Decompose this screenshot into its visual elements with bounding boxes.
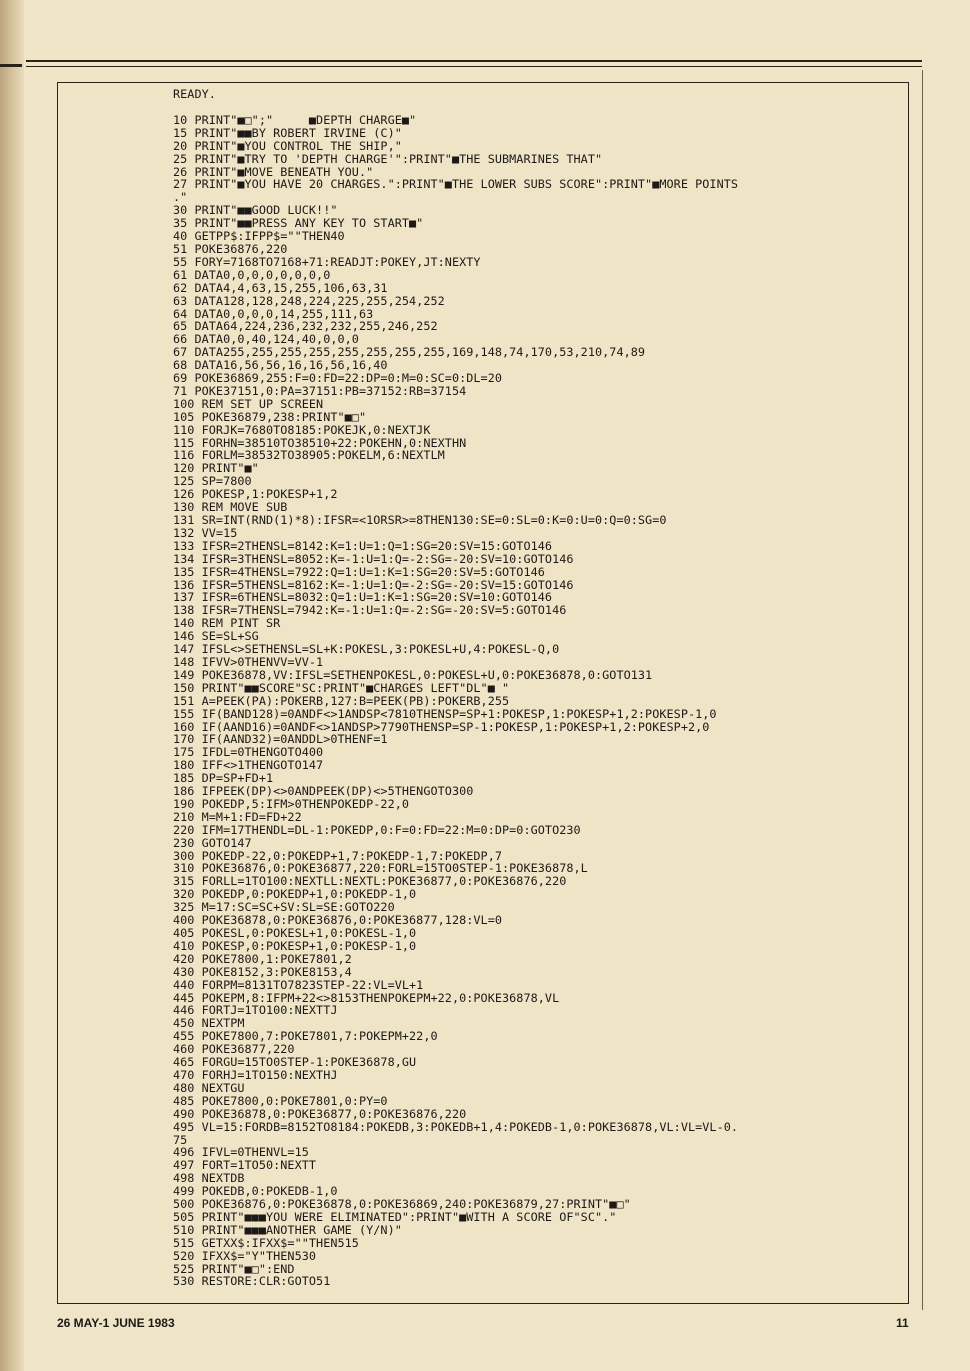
code-line: 61 DATA0,0,0,0,0,0,0,0 bbox=[173, 267, 331, 282]
spine-rule bbox=[0, 64, 22, 67]
code-line: 525 PRINT"■□":END bbox=[173, 1261, 295, 1276]
code-line: 135 IFSR=4THENSL=7922:Q=1:U=1:K=1:SG=20:SV=5:GOTO146 bbox=[173, 564, 545, 579]
code-line: 180 IFF<>1THENGOTO147 bbox=[173, 758, 324, 773]
code-line: 495 VL=15:FORDB=8152TO8184:POKEDB,3:POKEDB+1,4:POKEDB-1,0:POKE36878,VL:VL=VL-0. bbox=[173, 1119, 739, 1134]
code-line: 51 POKE36876,220 bbox=[173, 241, 288, 256]
code-line: 446 FORTJ=1TO100:NEXTTJ bbox=[173, 1003, 338, 1018]
code-line: 155 IF(BAND128)=0ANDF<>1ANDSP<7810THENSP=SP+1:POKESP,1:POKESP+1,2:POKESP-1,0 bbox=[173, 706, 717, 721]
code-line: 320 POKEDP,0:POKEDP+1,0:POKEDP-1,0 bbox=[173, 887, 417, 902]
code-line: 445 POKEPM,8:IFPM+22<>8153THENPOKEPM+22,0:POKE36878,VL bbox=[173, 990, 560, 1005]
code-line: 25 PRINT"■TRY TO 'DEPTH CHARGE'":PRINT"■THE SUBMARINES THAT" bbox=[173, 151, 603, 166]
code-line: 190 POKEDP,5:IFM>0THENPOKEDP-22,0 bbox=[173, 796, 410, 811]
code-line: 30 PRINT"■■GOOD LUCK!!" bbox=[173, 203, 338, 218]
code-line: 75 bbox=[173, 1132, 188, 1147]
ready-prompt: READY. bbox=[173, 87, 216, 101]
code-line: 480 NEXTGU bbox=[173, 1080, 245, 1095]
code-line: 510 PRINT"■■■ANOTHER GAME (Y/N)" bbox=[173, 1222, 402, 1237]
code-line: 455 POKE7800,7:POKE7801,7:POKEPM+22,0 bbox=[173, 1029, 438, 1044]
code-line: 405 POKESL,0:POKESL+1,0:POKESL-1,0 bbox=[173, 926, 417, 940]
code-line: 65 DATA64,224,236,232,232,255,246,252 bbox=[173, 319, 438, 334]
code-line: 185 DP=SP+FD+1 bbox=[173, 771, 274, 786]
header-rule-thin bbox=[26, 66, 922, 67]
code-line: 220 IFM=17THENDL=DL-1:POKEDP,0:F=0:FD=22:M=0:DP=0:GOTO230 bbox=[173, 822, 581, 837]
code-line: ." bbox=[173, 190, 188, 205]
code-line: 15 PRINT"■■BY ROBERT IRVINE (C)" bbox=[173, 125, 402, 140]
code-line: 100 REM SET UP SCREEN bbox=[173, 396, 324, 411]
code-line: 131 SR=INT(RND(1)*8):IFSR=<1ORSR>=8THEN130:SE=0:SL=0:K=0:U=0:Q=0:SG=0 bbox=[173, 513, 667, 527]
code-line: 160 IF(AAND16)=0ANDF<>1ANDSP>7790THENSP=SP-1:POKESP,1:POKESP+1,2:POKESP+2,0 bbox=[173, 719, 710, 734]
code-line: 175 IFDL=0THENGOTO400 bbox=[173, 745, 324, 760]
code-line: 150 PRINT"■■SCORE"SC:PRINT"■CHARGES LEFT"DL"■ " bbox=[173, 680, 510, 695]
header-rule bbox=[26, 60, 922, 62]
code-line: 137 IFSR=6THENSL=8032:Q=1:U=1:K=1:SG=20:SV=10:GOTO146 bbox=[173, 590, 553, 605]
code-line: 151 A=PEEK(PA):POKERB,127:B=PEEK(PB):POKERB,255 bbox=[173, 693, 510, 708]
code-line: 310 POKE36876,0:POKE36877,220:FORL=15TO0STEP-1:POKE36878,L bbox=[173, 861, 588, 876]
code-line: 133 IFSR=2THENSL=8142:K=1:U=1:Q=1:SG=20:SV=15:GOTO146 bbox=[173, 538, 553, 553]
code-line: 40 GETPP$:IFPP$=""THEN40 bbox=[173, 229, 345, 244]
code-line: 325 M=17:SC=SC+SV:SL=SE:GOTO220 bbox=[173, 900, 395, 915]
code-line: 134 IFSR=3THENSL=8052:K=-1:U=1:Q=-2:SG=-20:SV=10:GOTO146 bbox=[173, 551, 574, 566]
code-line: 132 VV=15 bbox=[173, 525, 238, 540]
code-line: 27 PRINT"■YOU HAVE 20 CHARGES.":PRINT"■THE LOWER SUBS SCORE":PRINT"■MORE POINTS bbox=[173, 177, 739, 192]
program-listing bbox=[173, 88, 813, 1288]
code-line: 138 IFSR=7THENSL=7942:K=-1:U=1:Q=-2:SG=-20:SV=5:GOTO146 bbox=[173, 603, 567, 618]
code-line: 146 SE=SL+SG bbox=[173, 629, 259, 644]
code-line: 465 FORGU=15TO0STEP-1:POKE36878,GU bbox=[173, 1055, 417, 1070]
listing-lines bbox=[173, 114, 813, 1288]
code-line: 149 POKE36878,VV:IFSL=SETHENPOKESL,0:POKESL+U,0:POKE36878,0:GOTO131 bbox=[173, 667, 653, 682]
code-line: 515 GETXX$:IFXX$=""THEN515 bbox=[173, 1235, 359, 1250]
code-line: 126 POKESP,1:POKESP+1,2 bbox=[173, 487, 338, 502]
code-line: 66 DATA0,0,40,124,40,0,0,0 bbox=[173, 332, 359, 347]
magazine-spine bbox=[0, 0, 24, 1371]
code-line: 55 FORY=7168TO7168+71:READJT:POKEY,JT:NEXTY bbox=[173, 254, 481, 269]
code-line: 20 PRINT"■YOU CONTROL THE SHIP," bbox=[173, 138, 402, 153]
code-line: 35 PRINT"■■PRESS ANY KEY TO START■" bbox=[173, 216, 424, 231]
code-line: 520 IFXX$="Y"THEN530 bbox=[173, 1248, 317, 1263]
code-line: 140 REM PINT SR bbox=[173, 616, 281, 631]
code-line: 71 POKE37151,0:PA=37151:PB=37152:RB=37154 bbox=[173, 383, 467, 398]
code-line: 64 DATA0,0,0,0,14,255,111,63 bbox=[173, 306, 374, 321]
code-line: 450 NEXTPM bbox=[173, 1016, 245, 1031]
code-line: 420 POKE7800,1:POKE7801,2 bbox=[173, 951, 352, 966]
code-line: 497 FORT=1TO50:NEXTT bbox=[173, 1158, 317, 1173]
code-line: 470 FORHJ=1TO150:NEXTHJ bbox=[173, 1067, 338, 1082]
code-line: 68 DATA16,56,56,16,16,56,16,40 bbox=[173, 358, 388, 373]
code-line: 130 REM MOVE SUB bbox=[173, 500, 288, 515]
code-line: 210 M=M+1:FD=FD+22 bbox=[173, 809, 302, 824]
code-line: 116 FORLM=38532TO38905:POKELM,6:NEXTLM bbox=[173, 448, 445, 463]
code-line: 460 POKE36877,220 bbox=[173, 1042, 295, 1057]
code-line: 110 FORJK=7680TO8185:POKEJK,0:NEXTJK bbox=[173, 422, 431, 437]
code-line: 400 POKE36878,0:POKE36876,0:POKE36877,128:VL=0 bbox=[173, 913, 503, 928]
code-line: 67 DATA255,255,255,255,255,255,255,255,169,148,74,170,53,210,74,89 bbox=[173, 345, 646, 360]
code-line: 500 POKE36876,0:POKE36878,0:POKE36869,240:POKE36879,27:PRINT"■□" bbox=[173, 1197, 631, 1212]
code-line: 136 IFSR=5THENSL=8162:K=-1:U=1:Q=-2:SG=-20:SV=15:GOTO146 bbox=[173, 577, 574, 592]
code-line: 230 GOTO147 bbox=[173, 835, 252, 850]
code-line: 148 IFVV>0THENVV=VV-1 bbox=[173, 654, 324, 669]
code-line: 63 DATA128,128,248,224,225,255,254,252 bbox=[173, 293, 445, 308]
code-line: 430 POKE8152,3:POKE8153,4 bbox=[173, 964, 352, 979]
code-line: 530 RESTORE:CLR:GOTO51 bbox=[173, 1274, 331, 1289]
code-line: 490 POKE36878,0:POKE36877,0:POKE36876,220 bbox=[173, 1106, 467, 1121]
code-line: 26 PRINT"■MOVE BENEATH YOU." bbox=[173, 164, 374, 179]
code-line: 186 IFPEEK(DP)<>0ANDPEEK(DP)<>5THENGOTO300 bbox=[173, 784, 474, 799]
code-line: 315 FORLL=1TO100:NEXTLL:NEXTL:POKE36877,0:POKE36876,220 bbox=[173, 874, 567, 889]
code-line: 62 DATA4,4,63,15,255,106,63,31 bbox=[173, 280, 388, 295]
code-line: 505 PRINT"■■■YOU WERE ELIMINATED":PRINT"■WITH A SCORE OF"SC"." bbox=[173, 1209, 617, 1224]
code-line: 170 IF(AAND32)=0ANDDL>0THENF=1 bbox=[173, 732, 388, 747]
code-line: 125 SP=7800 bbox=[173, 474, 252, 489]
code-line: 115 FORHN=38510TO38510+22:POKEHN,0:NEXTHN bbox=[173, 435, 467, 450]
code-line: 498 NEXTDB bbox=[173, 1171, 245, 1186]
code-line: 440 FORPM=8131TO7823STEP-22:VL=VL+1 bbox=[173, 977, 424, 992]
code-line: 10 PRINT"■□";" ■DEPTH CHARGE■" bbox=[173, 112, 417, 127]
code-line: 499 POKEDB,0:POKEDB-1,0 bbox=[173, 1184, 338, 1199]
code-line: 147 IFSL<>SETHENSL=SL+K:POKESL,3:POKESL+U,4:POKESL-Q,0 bbox=[173, 642, 560, 657]
code-line: 410 POKESP,0:POKESP+1,0:POKESP-1,0 bbox=[173, 938, 417, 953]
code-line: 120 PRINT"■" bbox=[173, 461, 259, 476]
code-line: 69 POKE36869,255:F=0:FD=22:DP=0:M=0:SC=0:DL=20 bbox=[173, 371, 503, 386]
code-line: 300 POKEDP-22,0:POKEDP+1,7:POKEDP-1,7:POKEDP,7 bbox=[173, 848, 503, 863]
issue-dates: 26 MAY-1 JUNE 1983 bbox=[57, 1316, 175, 1330]
code-line: 485 POKE7800,0:POKE7801,0:PY=0 bbox=[173, 1093, 388, 1108]
page-number: 11 bbox=[896, 1316, 909, 1330]
code-line: 496 IFVL=0THENVL=15 bbox=[173, 1145, 309, 1160]
code-line: 105 POKE36879,238:PRINT"■□" bbox=[173, 409, 367, 424]
